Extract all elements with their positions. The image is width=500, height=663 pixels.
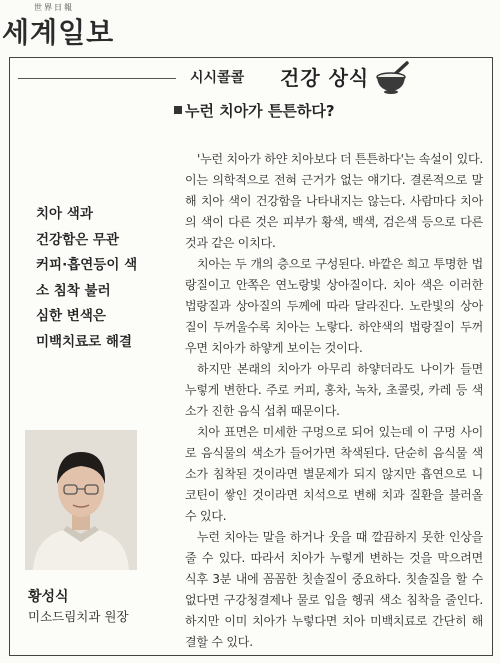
headline-text: 누런 치아가 튼튼하다? xyxy=(185,102,335,120)
author-photo xyxy=(25,430,137,570)
summary-line: 소 침착 불러 xyxy=(36,282,111,299)
column-header xyxy=(10,58,492,98)
summary-line: 치아 색과 xyxy=(36,206,93,222)
masthead-hanja: 世界日報 xyxy=(34,3,74,12)
masthead xyxy=(0,0,500,49)
newspaper-logo: 세계일보 xyxy=(2,16,115,49)
header-rule xyxy=(18,78,176,79)
article-body xyxy=(185,149,483,653)
article-paragraph: 치아 표면은 미세한 구멍으로 되어 있는데 이 구멍 사이로 음식물의 색소가 들어가면 착색된다. 단순히 음식물 색소가 침착된 것이라면 별문제가 되지 않지만 흡연으로 니코틴이 쌓인 것이라면 치석으로 변해 치과 질환을 불러올 수 있다. xyxy=(185,425,483,523)
square-bullet-icon xyxy=(174,106,182,114)
series-title: 건강 상식 xyxy=(280,66,370,90)
article-paragraph: 치아는 두 개의 층으로 구성된다. 바깥은 희고 투명한 법랑질이고 안쪽은 연노랑빛 상아질이다. 치아 색은 이러한 법랑질과 상아질의 두께에 따라 달라진다. 노란빛의 상아질이 두꺼울수록 치아는 노랗다. 하얀색의 법랑질이 두꺼우면 치아가 하얗게 보이는 것이다. xyxy=(185,257,483,355)
summary-line: 심한 변색은 xyxy=(36,308,106,324)
article-paragraph: 하지만 본래의 치아가 아무리 하얗더라도 나이가 들면 누렇게 변한다. 주로 커피, 홍차, 녹차, 초콜릿, 카레 등 색소가 진한 음식 섭취 때문이다. xyxy=(185,362,483,418)
series-label: 시시콜콜 xyxy=(190,70,245,86)
summary-line: 커피·흡연등이 색 xyxy=(36,257,138,273)
article-paragraph: 누런 치아는 말을 하거나 웃을 때 깔끔하지 못한 인상을 줄 수 있다. 따라서 치아가 누렇게 변하는 것을 막으려면 식후 3분 내에 꼼꼼한 칫솔질이 중요하다. 칫솔질을 할 수 없다면 구강청결제나 물로 입을 헹궈 색소 침착을 줄인다. 하지만 이미 치아가 누렇다면 치아 미백치료로 간단히 해결할 수 있다. xyxy=(185,530,483,649)
summary-box xyxy=(36,202,168,355)
article-paragraph: '누런 치아가 하얀 치아보다 더 튼튼하다'는 속설이 있다. 이는 의학적으로 전혀 근거가 없는 얘기다. 결론적으로 말해 치아 색이 건강함을 나타내지는 않는다. 사람마다 치아의 색이 다른 것은 피부가 황색, 백색, 검은색 등으로 다른 것과 같은 이치다. xyxy=(185,152,483,250)
summary-line: 미백치료로 해결 xyxy=(36,333,132,350)
author-affiliation: 미소드림치과 원장 xyxy=(28,609,129,624)
summary-line: 건강함은 무관 xyxy=(36,231,119,248)
column-box xyxy=(9,57,493,656)
article-headline xyxy=(174,100,335,121)
mortar-bowl-icon xyxy=(374,61,410,95)
author-name: 황성식 xyxy=(28,589,69,605)
